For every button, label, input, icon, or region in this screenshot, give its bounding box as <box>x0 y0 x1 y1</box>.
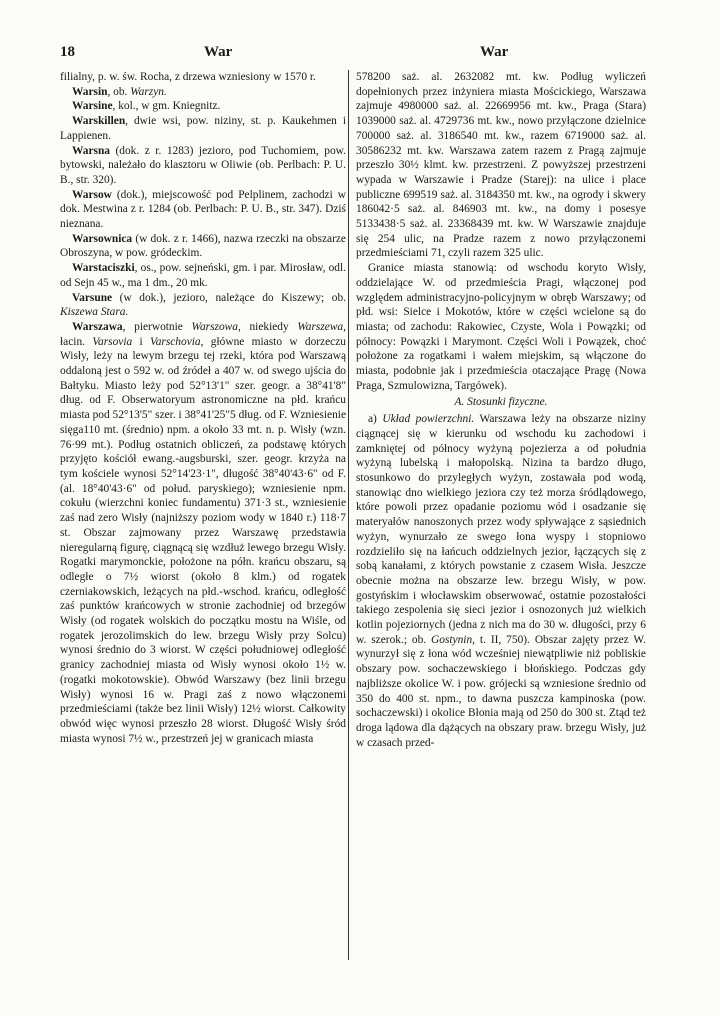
paragraph <box>60 99 346 114</box>
paragraph <box>60 188 346 232</box>
paragraph <box>356 70 646 261</box>
entry-headword: Warszawa <box>72 320 123 333</box>
column-divider <box>348 70 349 960</box>
italic-text: Varschovia <box>150 335 201 348</box>
body-text: , t. II, 750). Obszar zajęty przez W. wynurzył się z łona wód wcześniej niewątpliwie niż pobliskie obszary pow. sochaczewskiego i błońskiego. Podczas gdy najbliższe okolice W. i pow. grójecki są wzniesione średnio od 350 do 400 st. npm., to dawna puszcza kampinoska (pow. sochaczewski) i okolice Błonia mają od 250 do 300 st. Ztąd też droga lądowa dla dążących na obszary praw. brzegu Wisły, już w czasach przed- <box>356 633 646 749</box>
running-head-right: War <box>480 44 509 60</box>
body-text: , łacin. <box>60 320 346 348</box>
left-column <box>60 70 346 746</box>
paragraph <box>60 261 346 290</box>
body-text: (dok. z r. 1283) jezioro, pod Tuchomiem, pow. bytowski, należało do klasztoru w Oliwie (ob. Perlbach: P. U. B., str. 320). <box>60 144 346 186</box>
paragraph <box>356 412 646 750</box>
body-text: (w dok. z r. 1466), nazwa rzeczki na obszarze Obroszyna, w pow. gródeckim. <box>60 232 346 260</box>
entry-headword: Warsownica <box>72 232 133 245</box>
italic-text: Gostynin <box>431 633 473 646</box>
entry-headword: Warsin <box>72 85 108 98</box>
body-text: (dok.), miejscowość pod Pelplinem, zachodzi w dok. Mestwina z r. 1284 (ob. Perlbach: P. U. B., str. 347). Dziś nieznana. <box>60 188 346 231</box>
body-text: , os., pow. sejneński, gm. i par. Mirosław, odl. od Sejn 45 w., ma 1 dm., 20 mk. <box>60 262 346 289</box>
paragraph <box>60 70 346 85</box>
entry-headword: Warsow <box>72 188 112 201</box>
paragraph <box>60 144 346 188</box>
entry-headword: Warsine <box>72 100 113 113</box>
paragraph <box>356 395 646 410</box>
paragraph <box>60 291 346 320</box>
paragraph <box>60 320 346 746</box>
paragraph <box>60 232 346 261</box>
italic-text: Warszewa <box>297 320 344 333</box>
paragraph <box>356 261 646 393</box>
body-text: , kol., w gm. Kniegnitz. <box>112 100 221 113</box>
body-text: , ob. <box>107 85 131 98</box>
running-head-left: War <box>204 44 233 60</box>
italic-text: Układ powierzchni. <box>382 413 475 426</box>
italic-text: A. Stosunki fizyczne. <box>454 396 548 409</box>
italic-text: Varsovia <box>92 335 133 348</box>
paragraph <box>60 85 346 100</box>
italic-text: Warszowa <box>191 320 238 333</box>
body-text: filialny, p. w. św. Rocha, z drzewa wzniesiony w 1570 r. <box>60 71 316 83</box>
body-text: (w dok.), jezioro, należące do Kiszewy; ob. <box>112 291 346 304</box>
body-text: , główne miasto w dorzeczu Wisły, leży na lewym brzegu tej rzeki, która pod Warszawą oddaloną jest o 592 w. od źródeł a 407 w. od swego ujścia do Bałtyku. Miasto leży pod 52°13'1" szer. geogr. a 38°41'8" dług. od F. Obserwatoryum astronomiczne na płd. krańcu miasta pod 52°13'5" szer. i 38°41'25"5 dług. od F. Wzniesienie sięga110 mt. (średnio) npm. a około 33 mt. n. p. Wisły (wzn. 76·99 mt.). Podług ostatnich obliczeń, za podstawę których przyjęto kościół ewang.-augsburski, szer. geogr. krzyża na tym kościele wynosi 52°14'23·1", długość 38°40'43·6" od F. (al. 18°40'43·6" od połud. paryskiego); wzniesienie npm. cokułu (wierzchni koniec fundamentu) 371·3 st., wzniesienie zaś nad zero Wisły (najniższy poziom wody w 1840 r.) 118·7 st. Obszar zajmowany przez Warszawę przedstawia nieregularną figurę, ciągnącą się wzdłuż lewego brzegu Wisły. Rogatki marymonckie, położone na półn. krańcu obszaru, są odległe o 7½ wiorst (około 8 klm.) od rogatek czerniakowskich, leżących na płd.-wschod. krańcu, odległość zaś punktów krańcowych w stronie zachodniej od brzegów Wisły (od rogatek wolskich do początku mostu na Wiśle, od rogatek jerozolimskich do lew. brzegu Wisły przy Solcu) wynosi średnio do 3 wiorst. W części południowej odległość granicy zachodniej miasta od Wisły wynosi około 1½ w. (rogatki mokotowskie). Obwód Warszawy (bez linii brzegu Wisły) wynosi 16 w. Pragi zaś z nowo włączonemi przedmieściami (także bez linii Wisły) 12½ wiorst. Całkowity obwód więc wynosi przeszło 28 wiorst. Długość Wisły śród miasta wynosi 7½ w., przestrzeń jej w granicach miasta <box>60 335 346 745</box>
entry-headword: Warskillen <box>72 115 126 128</box>
body-text: , dwie wsi, pow. niziny, st. p. Kaukehmen i Lappienen. <box>60 115 346 142</box>
body-text: a) <box>368 413 383 426</box>
body-text: , niekiedy <box>237 320 298 333</box>
page-header <box>60 44 660 66</box>
italic-text: Warzyn. <box>130 85 167 98</box>
entry-headword: Warsna <box>72 144 110 157</box>
right-column <box>356 70 646 750</box>
body-text: i <box>132 335 150 348</box>
body-text: 578200 saż. al. 2632082 mt. kw. Podług wyliczeń dopełnionych przez inżyniera miasta Mościckiego, Warszawa zajmuje 4980000 saż. al. 22669956 mt. kw., Praga (Stara) 1039000 saż. al. 4729736 mt. kw., nowo przyłączone dzielnice 700000 saż. al. 3186540 mt. kw., razem 6719000 saż. al. 30586232 mt. kw. Warszawa zatem razem z Pragą zajmuje przeszło 30½ klmt. kw. przestrzeni. Z powyższej przestrzeni wypada w Warszawie i Pradze (Starej): na ulice i place publiczne 699519 saż. al. 3184350 mt. kw., na ogrody i skwery 186042·5 saż. al. 846903 mt. kw., na domy i posesye 5133438·5 saż. al. 23368439 mt. kw. W Warszawie znajduje się 254 ulic, na Pradze razem z nowo przyłączonemi przedmieściami 71, czyli razem 325 ulic. <box>356 71 646 260</box>
entry-headword: Warstaciszki <box>72 262 135 275</box>
page-number: 18 <box>60 44 75 60</box>
body-text: , pierwotnie <box>122 320 192 333</box>
entry-headword: Varsune <box>72 291 113 304</box>
body-text: Warszawa leży na obszarze niziny ciągnącej się w kierunku od wschodu ku zachodowi i zamkniętej od północy wyżyną pojezierza a od południa wyżyną lubelską i małopolską. Nizina ta bardzo długo, stosunkowo do przyległych wyżyn, zostawała pod wodą, stanowiąc dno wielkiego jeziora czy też morza śródlądowego, które powoli przez opadanie poziomu wód i osadzanie się materyałów nanoszonych przez wody spływające z sąsiednich wyżyn, wynurzało ze swego łona wyspy i stopniowo rozdzieliło się na łańcuch oddzielnych jezior, łączących się z sobą kanałami, z których powstanie z czasem Wisła. Jeszcze obecnie można na obszarze lew. brzegu Wisły, w pow. gostyńskim i włocławskim obserwować, ostatnie pozostałości takiego zespolenia się sieci jezior i osnozonych już wielkich kotlin pojeziornych (jedna z nich ma do 30 w. długości, przy 6 w. szerok.; ob. <box>356 413 647 646</box>
italic-text: Kiszewa Stara. <box>60 306 129 319</box>
paragraph <box>60 114 346 143</box>
body-text: Granice miasta stanowią: od wschodu koryto Wisły, oddzielające W. od przedmieścia Pragi, włączonej pod względem administracyjno-policyjnym w obręb Warszawy; od płd. wsi: Sielce i Mokotów, które w części wcielone są do miasta; od zachodu: Rakowiec, Czyste, Wola i Powązki; od północy: Powązki i Marymont. Części Woli i Powązek, choć położone za rogatkami i wałem miejskim, są włączone do miasta, podobnie jak i przedmieścia otaczające Pragę (Nowa Praga, Szmulowizna, Targówek). <box>356 262 646 392</box>
